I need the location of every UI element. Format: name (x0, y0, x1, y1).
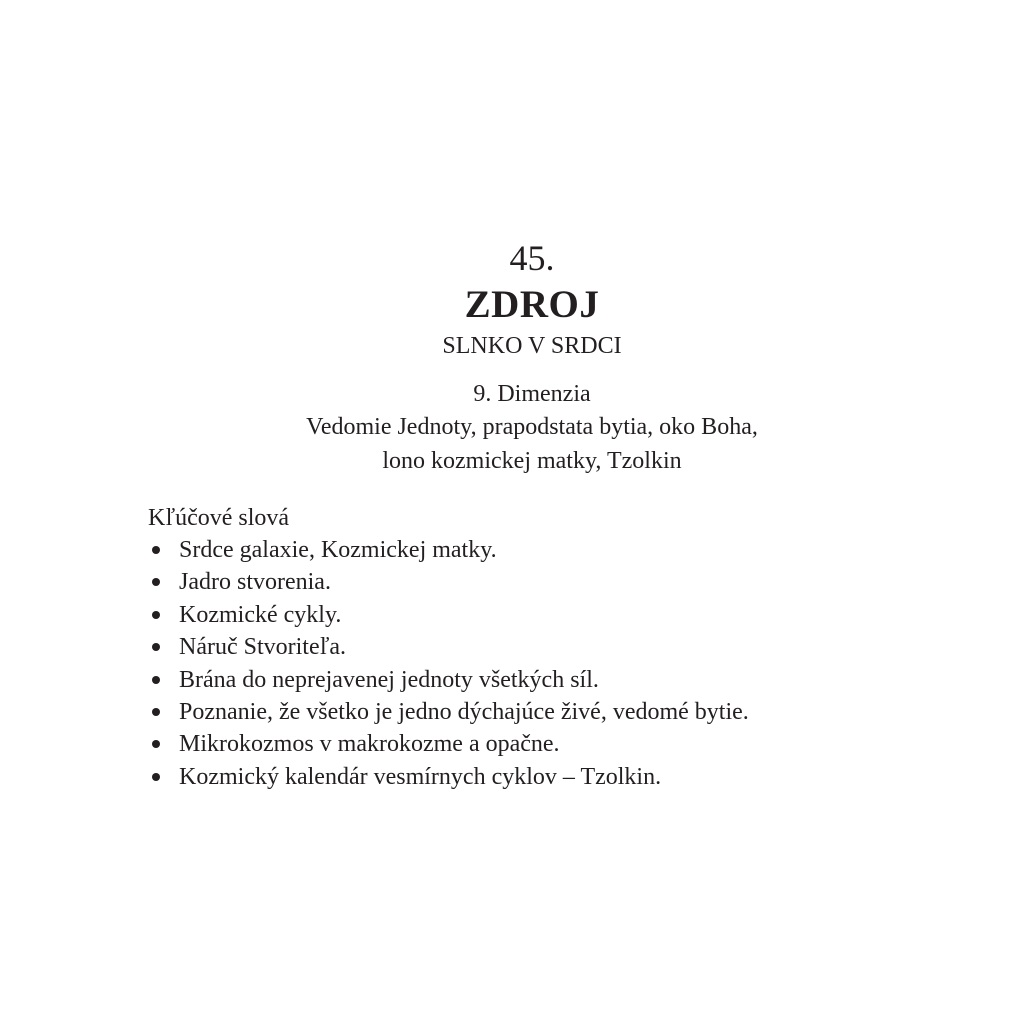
keyword-item (148, 696, 908, 728)
keywords-list (148, 534, 908, 793)
keyword-text: Jadro stvorenia. (179, 569, 331, 596)
keyword-item (148, 599, 908, 631)
card-number: 45. (509, 238, 555, 278)
keyword-text: Brána do neprejavenej jednoty všetkých síl. (179, 666, 599, 693)
keyword-text: Srdce galaxie, Kozmickej matky. (179, 537, 497, 563)
bullet-icon (152, 611, 160, 619)
keyword-text: Kozmický kalendár vesmírnych cyklov – Tzolkin. (179, 763, 662, 790)
keywords-heading: Kľúčové slová (148, 505, 290, 531)
bullet-icon (152, 643, 160, 651)
keyword-text: Náruč Stvoriteľa. (179, 634, 347, 661)
keyword-item (148, 566, 908, 598)
bullet-icon (152, 578, 160, 586)
bullet-icon (152, 546, 160, 554)
keyword-item (148, 631, 908, 663)
dimension-label: 9. Dimenzia (473, 381, 591, 407)
keywords-section (148, 502, 908, 793)
bullet-icon (152, 773, 160, 781)
description-line: Vedomie Jednoty, prapodstata bytia, oko Boha, (306, 414, 758, 440)
keyword-text: Poznanie, že všetko je jedno dýchajúce živé, vedomé bytie. (179, 698, 749, 725)
keyword-item (148, 534, 908, 566)
bullet-icon (152, 708, 160, 716)
keyword-item (148, 761, 908, 793)
card-subtitle: SLNKO V SRDCI (442, 333, 622, 359)
card-description (0, 410, 1024, 478)
keyword-item (148, 728, 908, 760)
card-title: ZDROJ (464, 283, 600, 326)
description-line: lono kozmickej matky, Tzolkin (382, 448, 682, 474)
bullet-icon (152, 676, 160, 684)
keyword-text: Mikrokozmos v makrokozme a opačne. (179, 731, 560, 758)
keyword-text: Kozmické cykly. (179, 601, 342, 628)
bullet-icon (152, 740, 160, 748)
keyword-item (148, 664, 908, 696)
